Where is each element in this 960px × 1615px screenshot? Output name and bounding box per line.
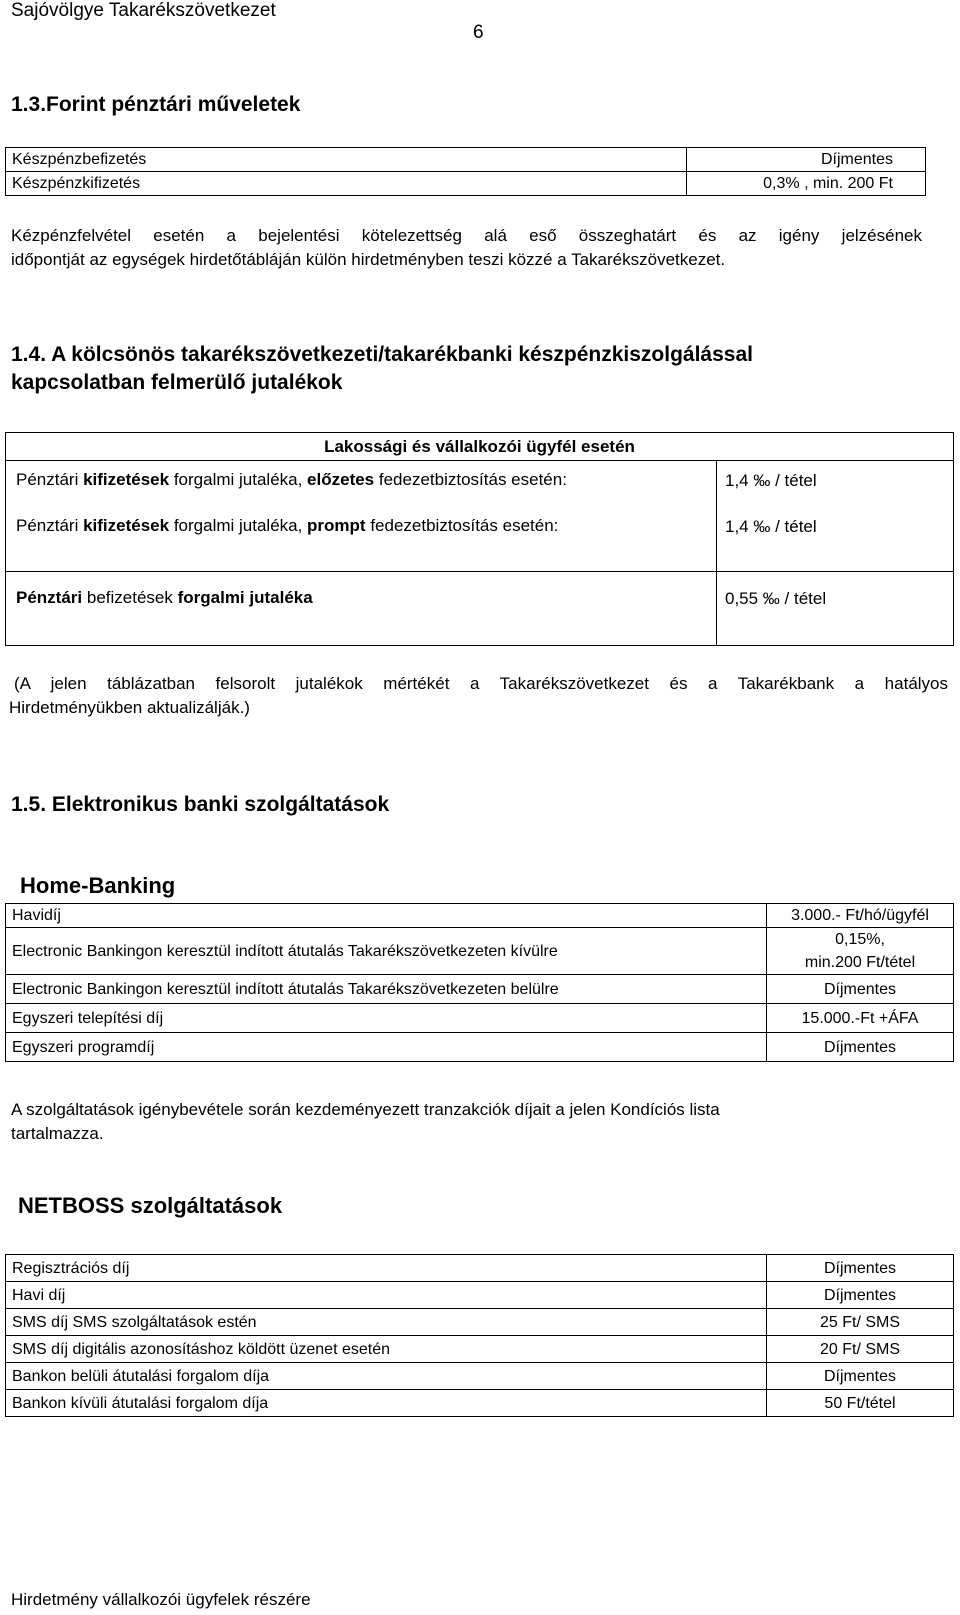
table-row	[6, 172, 926, 196]
cash-operations-table	[5, 147, 926, 196]
text: Pénztári	[16, 516, 84, 535]
table-cell-value: Díjmentes	[767, 1255, 954, 1282]
table-cell-label: Készpénzbefizetés	[6, 148, 687, 172]
text: befizetések	[82, 588, 178, 607]
table-cell-value	[767, 928, 954, 975]
text: előzetes	[307, 470, 375, 489]
table-cell-value: Díjmentes	[687, 148, 926, 172]
table-cell-value: 0,3% , min. 200 Ft	[687, 172, 926, 196]
text: Pénztári	[16, 470, 84, 489]
table-cell-label: SMS díj SMS szolgáltatások estén	[6, 1309, 767, 1336]
text: fedezetbiztosítás esetén:	[374, 470, 567, 489]
table-row	[6, 1390, 954, 1417]
table-row	[6, 1282, 954, 1309]
table-row	[6, 928, 954, 975]
table-cell-value: 15.000.-Ft +ÁFA	[767, 1004, 954, 1033]
subsection-title-home-banking: Home-Banking	[20, 873, 176, 898]
paragraph-line: tartalmazza.	[11, 1124, 104, 1143]
page-number: 6	[473, 22, 484, 43]
commission-row-value: 1,4 ‰ / tétel	[725, 517, 817, 536]
table-cell-value: Díjmentes	[767, 1033, 954, 1062]
paragraph-line: Kézpénzfelvétel esetén a bejelentési kötelezettség alá eső összeghatárt és az igény jelzésének	[11, 226, 922, 245]
table-row	[6, 148, 926, 172]
home-banking-table	[5, 903, 954, 1062]
text: kifizetések	[83, 470, 170, 489]
table-cell-value: Díjmentes	[767, 1282, 954, 1309]
subsection-title-netboss: NETBOSS szolgáltatások	[18, 1193, 283, 1218]
table-cell-label: Havi díj	[6, 1282, 767, 1309]
text: forgalmi jutaléka,	[169, 470, 308, 489]
table-row	[6, 904, 954, 928]
table-cell-value: 50 Ft/tétel	[767, 1390, 954, 1417]
section-title-1-4-line2: kapcsolatban felmerülő jutalékok	[11, 371, 343, 394]
text: Pénztári	[16, 588, 83, 607]
table-cell-label: Bankon belüli átutalási forgalom díja	[6, 1363, 767, 1390]
table-row	[6, 975, 954, 1004]
commission-row-label	[16, 588, 313, 608]
table-cell-label: Egyszeri programdíj	[6, 1033, 767, 1062]
section-title-1-3: 1.3.Forint pénztári műveletek	[11, 93, 301, 116]
commission-box	[5, 432, 954, 646]
commission-row-label	[16, 470, 567, 490]
table-row	[6, 1004, 954, 1033]
table-row	[6, 1363, 954, 1390]
document-header-org: Sajóvölgye Takarékszövetkezet	[11, 0, 276, 21]
paragraph-line: (A jelen táblázatban felsorolt jutalékok mértékét a Takarékszövetkezet és a Takarékbank a hatályos	[14, 674, 948, 693]
table-cell-label: Bankon kívüli átutalási forgalom díja	[6, 1390, 767, 1417]
divider	[6, 571, 953, 572]
paragraph-line: Hirdetményükben aktualizálják.)	[9, 698, 250, 717]
table-cell-value: Díjmentes	[767, 975, 954, 1004]
text: prompt	[307, 516, 366, 535]
document-footer: Hirdetmény vállalkozói ügyfelek részére	[11, 1590, 311, 1609]
divider	[716, 460, 717, 646]
section-title-1-4-line1: 1.4. A kölcsönös takarékszövetkezeti/takarékbanki készpénzkiszolgálással	[11, 343, 753, 366]
commission-row-label	[16, 516, 558, 536]
table-cell-label: Electronic Bankingon keresztül indított átutalás Takarékszövetkezeten belülre	[6, 975, 767, 1004]
value-line: 0,15%,	[835, 931, 885, 948]
table-row	[6, 1255, 954, 1282]
table-cell-label: Electronic Bankingon keresztül indított átutalás Takarékszövetkezeten kívülre	[6, 928, 767, 975]
table-cell-value: Díjmentes	[767, 1363, 954, 1390]
table-cell-label: SMS díj digitális azonosításhoz köldött üzenet esetén	[6, 1336, 767, 1363]
netboss-table	[5, 1254, 954, 1417]
table-cell-label: Havidíj	[6, 904, 767, 928]
text: kifizetések	[83, 516, 170, 535]
commission-box-header: Lakossági és vállalkozói ügyfél esetén	[6, 433, 953, 461]
paragraph-line: időpontját az egységek hirdetőtábláján külön hirdetményben teszi közzé a Takarékszövetkezet.	[11, 250, 726, 269]
text: fedezetbiztosítás esetén:	[365, 516, 559, 535]
table-cell-label: Készpénzkifizetés	[6, 172, 687, 196]
table-cell-label: Egyszeri telepítési díj	[6, 1004, 767, 1033]
text: forgalmi jutaléka	[177, 588, 313, 607]
table-cell-value: 3.000.- Ft/hó/ügyfél	[767, 904, 954, 928]
commission-row-value: 0,55 ‰ / tétel	[725, 589, 827, 608]
table-cell-label: Regisztrációs díj	[6, 1255, 767, 1282]
table-cell-value: 25 Ft/ SMS	[767, 1309, 954, 1336]
value-line: min.200 Ft/tétel	[804, 954, 916, 971]
section-title-1-5: 1.5. Elektronikus banki szolgáltatások	[11, 793, 390, 816]
table-row	[6, 1336, 954, 1363]
text: forgalmi jutaléka,	[169, 516, 308, 535]
commission-row-value: 1,4 ‰ / tétel	[725, 471, 817, 490]
paragraph-line: A szolgáltatások igénybevétele során kezdeményezett tranzakciók díjait a jelen Kondíciós lista	[11, 1100, 720, 1119]
table-cell-value: 20 Ft/ SMS	[767, 1336, 954, 1363]
table-row	[6, 1309, 954, 1336]
table-row	[6, 1033, 954, 1062]
